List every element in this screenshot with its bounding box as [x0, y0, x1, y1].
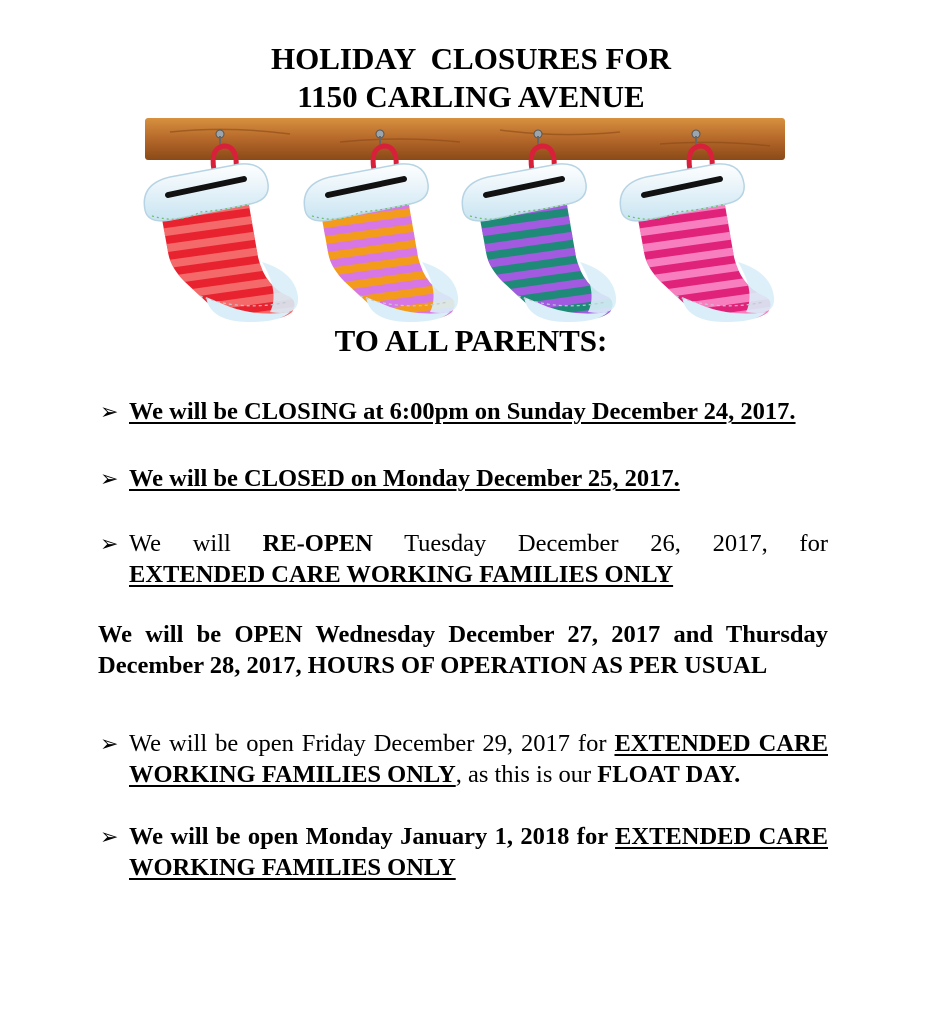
float-day-text-2: , as this is our — [455, 761, 598, 788]
christmas-stockings-icon — [140, 112, 790, 327]
arrowhead-bullet-icon: ➢ — [100, 399, 119, 424]
arrowhead-bullet-icon: ➢ — [100, 531, 119, 556]
open-paragraph: We will be OPEN Wednesday December 27, 2017 and Thursday December 28, 2017, HOURS OF OPERATION AS PER USUAL — [98, 621, 828, 679]
closed-notice: We will be CLOSED on Monday December 25, 2017. — [129, 465, 680, 492]
list-item — [98, 528, 828, 590]
subheading: TO ALL PARENTS: — [334, 323, 608, 358]
reopen-text-2: Tuesday December 26, 2017, for — [372, 530, 828, 557]
reopen-label: RE-OPEN — [262, 530, 373, 557]
float-day-text-1: We will be open Friday December 29, 2017 for — [129, 730, 615, 757]
extended-care-label: EXTENDED CARE WORKING FAMILIES ONLY — [129, 823, 829, 881]
arrowhead-bullet-icon: ➢ — [100, 466, 119, 491]
extended-care-label: EXTENDED CARE WORKING FAMILIES ONLY — [129, 561, 674, 588]
list-item — [98, 463, 828, 494]
arrowhead-bullet-icon: ➢ — [100, 731, 119, 756]
closing-notice: We will be CLOSING at 6:00pm on Sunday December 24, 2017. — [129, 398, 796, 425]
extended-care-label: EXTENDED CARE WORKING FAMILIES ONLY — [129, 730, 828, 788]
list-item — [98, 396, 828, 427]
title-line-1: HOLIDAY CLOSURES FOR — [271, 41, 671, 76]
january-text: We will be open Monday January 1, 2018 for — [129, 823, 616, 850]
float-day-label: FLOAT DAY. — [597, 761, 741, 788]
list-item — [98, 728, 828, 790]
arrowhead-bullet-icon: ➢ — [100, 824, 119, 849]
notice-body — [98, 396, 828, 883]
title-line-2: 1150 CARLING AVENUE — [297, 79, 645, 114]
page-title — [0, 40, 942, 116]
reopen-text-1: We will — [129, 530, 263, 557]
list-item — [98, 821, 828, 883]
